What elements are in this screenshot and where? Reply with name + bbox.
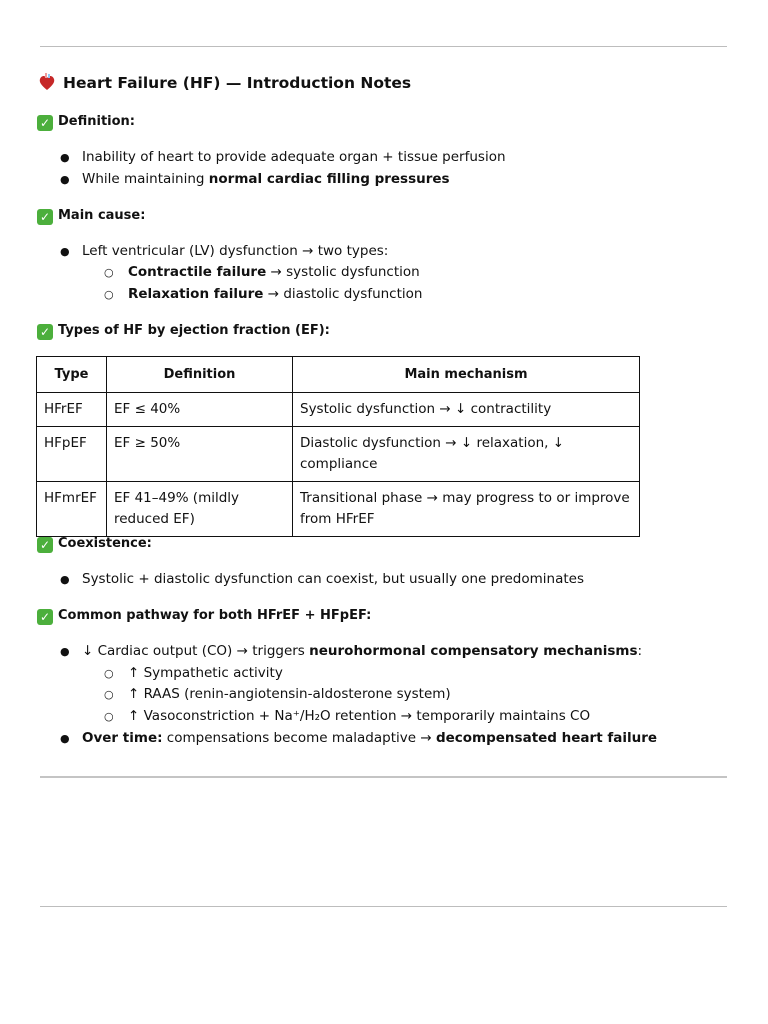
table-cell: EF 41–49% (mildly reduced EF) [107,482,293,537]
table-cell: Systolic dysfunction → ↓ contractility [293,393,640,427]
list-item: ● ↓ Cardiac output (CO) → triggers neurohormonal compensatory mechanisms: [60,643,643,659]
pathway-heading: ✓ Common pathway for both HFrEF + HFpEF: [37,608,371,625]
top-divider [40,46,727,47]
table-cell: Transitional phase → may progress to or improve from HFrEF [293,482,640,537]
list-item: ● While maintaining normal cardiac filling pressures [60,171,450,187]
check-icon: ✓ [37,609,53,625]
column-header: Type [37,357,107,393]
table-header-row [37,357,640,393]
hf-types-table [36,356,640,537]
table-row [37,393,640,427]
main-cause-heading: ✓ Main cause: [37,208,145,225]
page-title: Heart Failure (HF) — Introduction Notes [37,72,411,92]
section-divider [40,776,727,778]
table-row [37,482,640,537]
table-row [37,427,640,482]
list-item: ● Over time: compensations become maladaptive → decompensated heart failure [60,730,658,746]
table-cell: Diastolic dysfunction → ↓ relaxation, ↓ compliance [293,427,640,482]
table-cell: HFmrEF [37,482,107,537]
table-cell: HFpEF [37,427,107,482]
sub-list-item: ○ ↑ RAAS (renin-angiotensin-aldosterone system) [104,686,451,702]
list-item: ● Systolic + diastolic dysfunction can coexist, but usually one predominates [60,571,584,587]
check-icon: ✓ [37,209,53,225]
column-header: Definition [107,357,293,393]
types-heading: ✓ Types of HF by ejection fraction (EF): [37,323,330,340]
table-cell: HFrEF [37,393,107,427]
sub-list-item: ○ Contractile failure → systolic dysfunction [104,264,420,280]
check-icon: ✓ [37,324,53,340]
column-header: Main mechanism [293,357,640,393]
table-cell: EF ≤ 40% [107,393,293,427]
sub-list-item: ○ Relaxation failure → diastolic dysfunction [104,286,423,302]
list-item: ● Inability of heart to provide adequate organ + tissue perfusion [60,149,506,165]
sub-list-item: ○ ↑ Vasoconstriction + Na⁺/H₂O retention → temporarily maintains CO [104,708,591,724]
table-cell: EF ≥ 50% [107,427,293,482]
check-icon: ✓ [37,115,53,131]
coexistence-heading: ✓ Coexistence: [37,536,152,553]
list-item: ● Left ventricular (LV) dysfunction → two types: [60,243,389,259]
check-icon: ✓ [37,537,53,553]
bottom-divider [40,906,727,907]
definition-heading: ✓ Definition: [37,114,135,131]
sub-list-item: ○ ↑ Sympathetic activity [104,665,283,681]
anatomical-heart-icon [37,72,57,92]
